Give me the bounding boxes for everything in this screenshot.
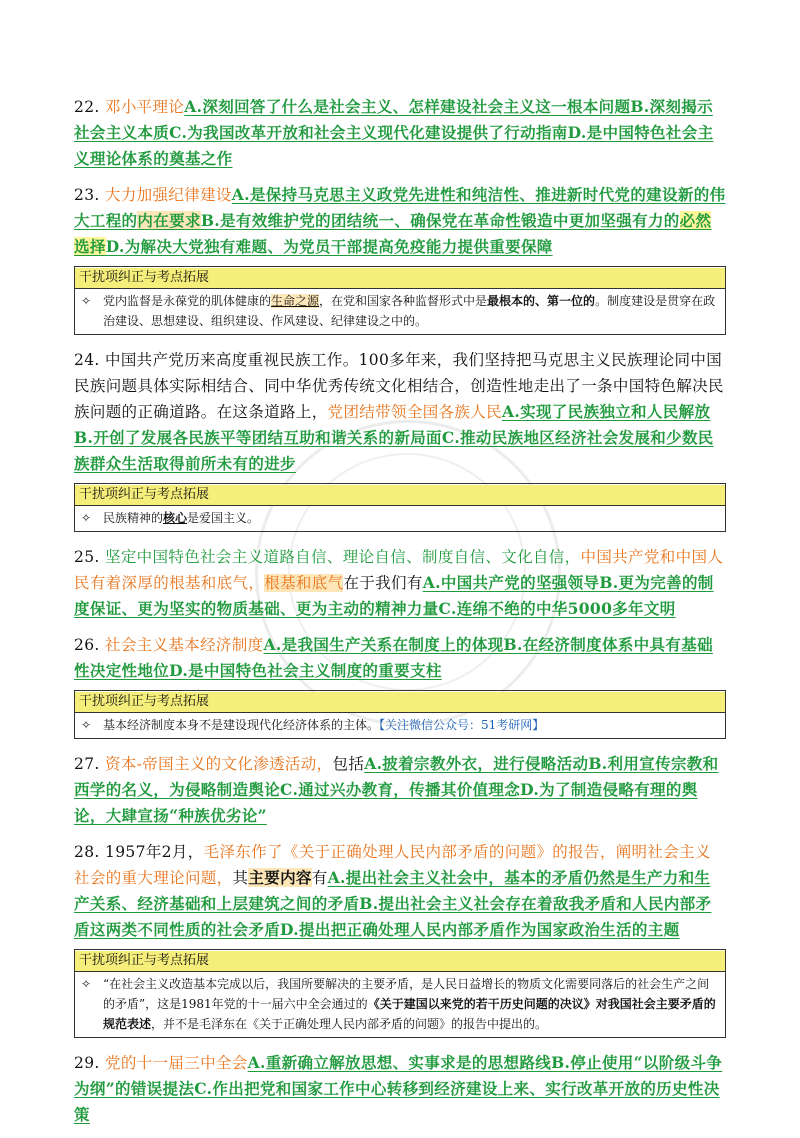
- box-row: [75, 289, 725, 334]
- question-number: 24.: [74, 351, 100, 369]
- document-page: [74, 94, 726, 1138]
- question-answer: A.重新确立解放思想、实事求是的思想路线B.停止使用“以阶级斗争为纲”的错误提法C.作出把党和国家工作中心转移到经济建设上来、实行改革开放的历史性决策: [74, 1053, 723, 1124]
- question-number: 23.: [74, 186, 100, 204]
- diamond-icon: ✧: [81, 511, 92, 525]
- box-text-part: 。制度建设是贯穿在政治建设、思想建设、组织建设、作风建设、纪律建设之中的。: [103, 294, 716, 328]
- box-title: 干扰项纠正与考点拓展: [75, 485, 725, 506]
- question-number: 29.: [74, 1054, 100, 1072]
- box-row: [75, 972, 725, 1037]
- question-29: [74, 1050, 726, 1128]
- box-title: 干扰项纠正与考点拓展: [75, 951, 725, 972]
- question-25: [74, 544, 726, 622]
- box-bold: 核心: [163, 511, 188, 525]
- question-26: [74, 632, 726, 684]
- question-highlight: 根基和底气: [264, 574, 344, 592]
- answer-highlight: 内在要求: [137, 211, 201, 230]
- question-number: 28.: [74, 843, 100, 861]
- question-answer: A.提出社会主义社会中，基本的矛盾仍然是生产力和生产关系、经济基础和上层建筑之间的矛盾B.提出社会主义社会存在着敌我矛盾和人民内部矛盾这两类不同性质的社会矛盾D.提出把正确处理人民内部矛盾作为国家政治生活的主题: [74, 868, 712, 939]
- box-text: [103, 715, 719, 735]
- diamond-icon: ✧: [81, 977, 92, 991]
- question-text: 有: [311, 869, 328, 887]
- question-stem: 中国共产党和中国人民有着深厚的根基和底气，: [74, 548, 724, 592]
- question-23: [74, 182, 726, 260]
- answer-part: D.为解决大党独有难题、为党员干部提高免疫能力提供重要保障: [105, 237, 553, 256]
- question-number: 22.: [74, 98, 100, 116]
- question-text: 包括: [332, 755, 365, 773]
- box-highlight: 生命之源: [271, 294, 320, 308]
- box-title: 干扰项纠正与考点拓展: [75, 692, 725, 713]
- diamond-icon: ✧: [81, 718, 92, 732]
- question-number: 25.: [74, 548, 100, 566]
- box-row: [75, 713, 725, 738]
- question-24: [74, 347, 726, 477]
- box-bold: 《关于建国以来党的若干历史问题的决议》对我国社会主要矛盾的规范表述: [103, 997, 716, 1031]
- answer-highlight: 必然选择: [74, 211, 712, 256]
- question-stem: 社会主义基本经济制度: [104, 636, 264, 654]
- question-answer: A.披着宗教外衣，进行侵略活动B.利用宣传宗教和西学的名义，为侵略制造舆论C.通过兴办教育，传播其价值理念D.为了制造侵略有理的舆论，大肆宣扬“种族优劣论”: [74, 754, 719, 825]
- box-row: [75, 506, 725, 531]
- question-intro: 1957年2月，: [104, 843, 204, 861]
- extension-box-26: [74, 690, 726, 739]
- answer-part: A.是保持马克思主义政党先进性和纯洁性、推进新时代党的建设新的伟大工程的: [74, 185, 726, 230]
- box-text-part: “在社会主义改造基本完成以后，我国所要解决的主要矛盾，是人民日益增长的物质文化需要同落后的社会生产之间的矛盾”，这是1981年党的十一届六中全会通过的: [103, 977, 710, 1011]
- question-number: 27.: [74, 755, 100, 773]
- question-stem: 大力加强纪律建设: [104, 186, 232, 204]
- question-stem: 党团结带领全国各族人民: [327, 403, 502, 421]
- question-answer: A.是我国生产关系在制度上的体现B.在经济制度体系中具有基础性决定性地位D.是中国特色社会主义制度的重要支柱: [74, 635, 713, 680]
- box-text-part: ，在党和国家各种监督形式中是: [319, 294, 488, 308]
- promo-text: 【关注微信公众号：51考研网】: [379, 718, 545, 732]
- question-27: [74, 751, 726, 829]
- question-stem: 资本-帝国主义的文化渗透活动，: [104, 755, 333, 773]
- answer-part: B.是有效维护党的团结统一、确保党在革命性锻造中更加坚强有力的: [200, 211, 680, 230]
- box-text-part: ，并不是毛泽东在《关于正确处理人民内部矛盾的问题》的报告中提出的。: [151, 1017, 548, 1031]
- question-text: 在于我们有: [343, 574, 423, 592]
- extension-box-28: [74, 949, 726, 1038]
- diamond-icon: ✧: [81, 294, 92, 308]
- question-answer: A.中国共产党的坚强领导B.更为完善的制度保证、更为坚实的物质基础、更为主动的精神力量C.连绵不绝的中华5000多年文明: [74, 573, 714, 618]
- question-answer: A.深刻回答了什么是社会主义、怎样建设社会主义这一根本问题B.深刻揭示社会主义本质C.为我国改革开放和社会主义现代化建设提供了行动指南D.是中国特色社会主义理论体系的奠基之作: [74, 97, 714, 168]
- box-text-part: 是爱国主义。: [187, 511, 260, 525]
- extension-box-23: [74, 266, 726, 335]
- box-text: [103, 974, 719, 1034]
- question-stem: 毛泽东作了《关于正确处理人民内部矛盾的问题》的报告，阐明社会主义社会的重大理论问题，: [74, 843, 711, 887]
- question-text: 其: [232, 869, 249, 887]
- question-stem-green: 坚定中国特色社会主义道路自信、理论自信、制度自信、文化自信，: [104, 548, 581, 566]
- question-intro: 中国共产党历来高度重视民族工作。100多年来，我们坚持把马克思主义民族理论同中国民族问题具体实际相结合、同中华优秀传统文化相结合，创造性地走出了一条中国特色解决民族问题的正确道路。在这条道路上，: [74, 351, 724, 421]
- question-28: [74, 839, 726, 943]
- box-text-part: 民族精神的: [103, 511, 164, 525]
- question-stem: 邓小平理论: [104, 98, 185, 116]
- box-text: [103, 508, 719, 528]
- extension-box-24: [74, 483, 726, 532]
- box-title: 干扰项纠正与考点拓展: [75, 268, 725, 289]
- box-text-part: 党内监督是永葆党的肌体健康的: [103, 294, 272, 308]
- question-highlight: 主要内容: [248, 868, 312, 887]
- box-bold: 最根本的、第一位的: [487, 294, 596, 308]
- question-number: 26.: [74, 636, 100, 654]
- question-answer: A.实现了民族独立和人民解放B.开创了发展各民族平等团结互助和谐关系的新局面C.推动民族地区经济社会发展和少数民族群众生活取得前所未有的进步: [74, 402, 714, 473]
- question-22: [74, 94, 726, 172]
- question-stem: 党的十一届三中全会: [104, 1054, 248, 1072]
- box-text: [103, 291, 719, 331]
- box-text-part: 基本经济制度本身不是建设现代化经济体系的主体。: [103, 718, 380, 732]
